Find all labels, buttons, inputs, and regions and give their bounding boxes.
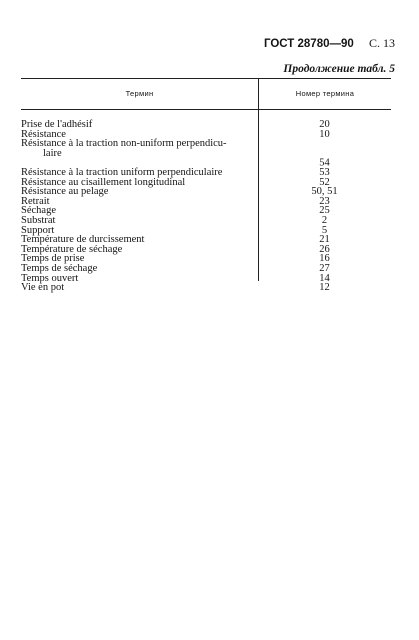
term-cell: Température de durcissement <box>21 234 145 246</box>
number-cell: 50, 51 <box>311 186 338 198</box>
term-cell: Prise de l'adhésif <box>21 119 93 130</box>
table-row <box>21 138 391 169</box>
term-cell: Temps de prise <box>21 253 85 265</box>
term-cell: Substrat <box>21 214 56 226</box>
number-cell: 2 <box>321 214 328 226</box>
term-cell: Vie en pot <box>21 282 65 294</box>
number-cell: 23 <box>319 195 330 207</box>
table-row <box>21 197 391 207</box>
number-cell: 27 <box>319 262 330 274</box>
term-text: Résistance à la traction non-uniform perpendicu- <box>21 138 227 150</box>
column-header-number: Номер термина <box>295 89 355 99</box>
number-cell: 52 <box>319 176 330 188</box>
term-cell: Résistance au pelage <box>21 186 109 198</box>
table-row <box>21 187 391 197</box>
term-cell: Résistance au cisaillement longitudinal <box>21 176 186 188</box>
table-row <box>21 216 391 226</box>
term-cell: Séchage <box>21 205 56 217</box>
number-cell: 12 <box>319 282 330 294</box>
column-divider <box>258 110 259 281</box>
term-cell: Résistance à la traction uniform perpendiculaire <box>21 166 223 178</box>
table-header <box>21 78 391 110</box>
number-cell: 16 <box>319 253 330 265</box>
term-cell <box>21 139 258 158</box>
table-body <box>21 110 391 293</box>
term-cell: Température de séchage <box>21 243 123 255</box>
term-cell: Retrait <box>21 195 50 207</box>
number-cell: 25 <box>319 205 330 217</box>
number-cell: 53 <box>319 166 330 178</box>
page-header <box>264 36 395 51</box>
terms-table <box>21 78 391 293</box>
number-cell: 10 <box>319 128 330 140</box>
term-cell: Temps de séchage <box>21 262 98 274</box>
page-number: С. 13 <box>368 36 395 50</box>
number-cell: 14 <box>319 272 330 284</box>
number-cell: 54 <box>319 157 330 169</box>
term-cell: Temps ouvert <box>21 272 79 284</box>
number-cell: 21 <box>319 234 330 246</box>
column-header-term: Термин <box>21 79 259 109</box>
number-cell: 26 <box>319 243 330 255</box>
standard-code: ГОСТ 28780—90 <box>263 38 354 50</box>
table-row <box>21 206 391 216</box>
number-cell: 20 <box>319 119 330 130</box>
table-row <box>21 120 391 130</box>
term-cell: Résistance <box>21 128 66 140</box>
term-cell: Support <box>21 224 55 236</box>
table-continuation-label: Продолжение табл. 5 <box>283 63 395 75</box>
number-cell: 5 <box>321 224 328 236</box>
table-row <box>21 283 391 293</box>
table-row <box>21 274 391 284</box>
term-text-continued: laire <box>43 147 62 159</box>
